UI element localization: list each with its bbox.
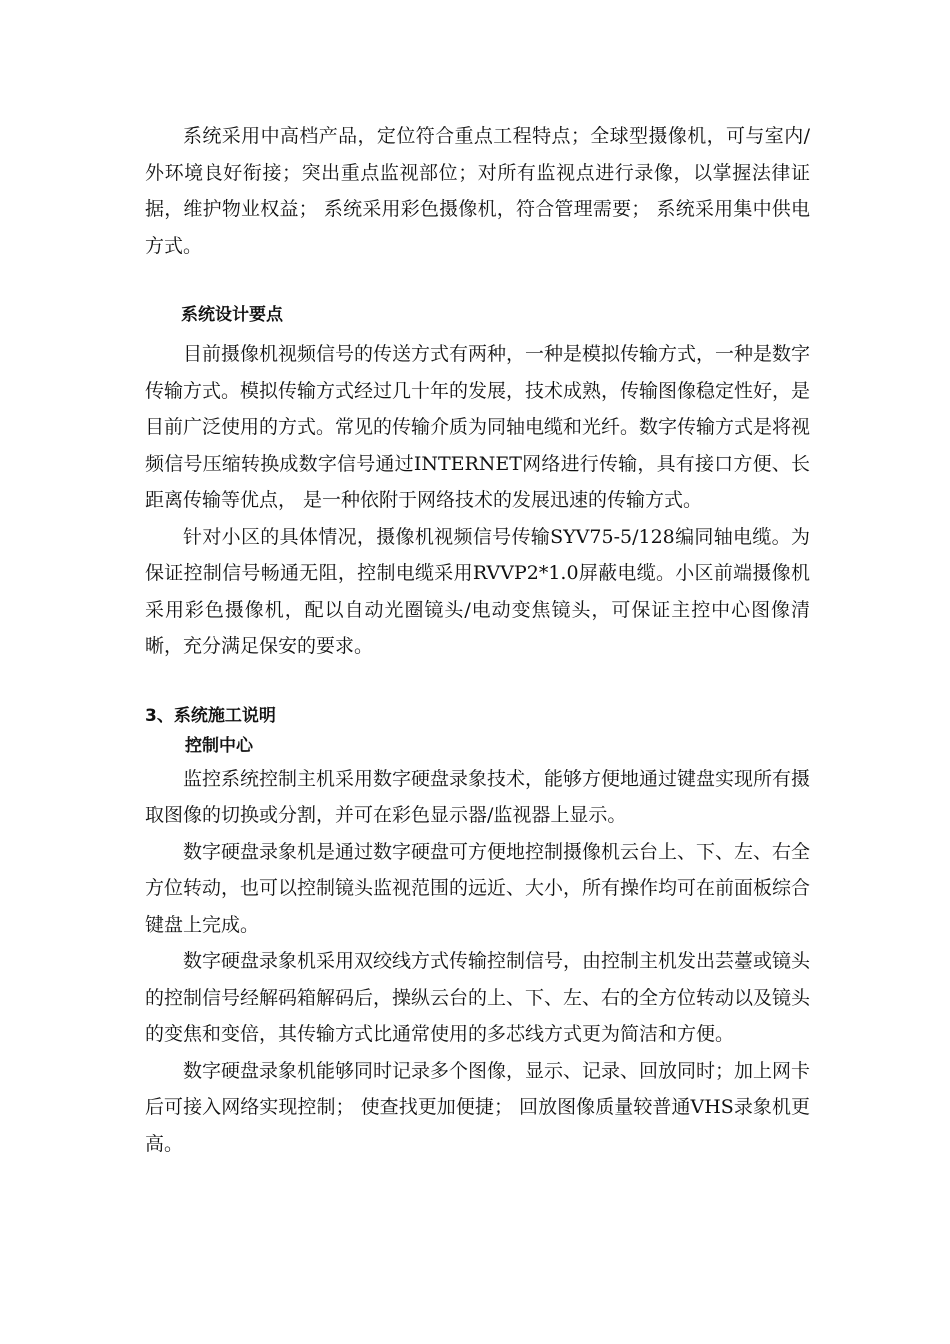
paragraph-control-4: 数字硬盘录象机能够同时记录多个图像，显示、记录、回放同时；加上网卡后可接入网络实现控制； 使查找更加便捷； 回放图像质量较普通VHS录象机更高。	[145, 1059, 811, 1155]
heading-control-center: 控制中心	[185, 735, 253, 756]
spacer	[145, 665, 810, 701]
paragraph-intro: 系统采用中高档产品，定位符合重点工程特点；全球型摄像机，可与室内/外环境良好衔接；突出重点监视部位；对所有监视点进行录像，以掌握法律证据，维护物业权益； 系统采用彩色摄像机，符合管理需要； 系统采用集中供电方式。	[145, 125, 810, 257]
document-body	[145, 118, 810, 1162]
paragraph-control-1: 监控系统控制主机采用数字硬盘录象技术，能够方便地通过键盘实现所有摄取图像的切换或分割，并可在彩色显示器/监视器上显示。	[145, 767, 811, 826]
paragraph-design-1: 目前摄像机视频信号的传送方式有两种，一种是模拟传输方式，一种是数字传输方式。模拟传输方式经过几十年的发展，技术成熟，传输图像稳定性好，是目前广泛使用的方式。常见的传输介质为同轴电缆和光纤。数字传输方式是将视频信号压缩转换成数字信号通过INTERNET网络进行传输，具有接口方便、长距离传输等优点， 是一种依附于网络技术的发展迅速的传输方式。	[145, 343, 811, 511]
paragraph-control-2: 数字硬盘录象机是通过数字硬盘可方便地控制摄像机云台上、下、左、右全方位转动，也可以控制镜头监视范围的远近、大小，所有操作均可在前面板综合键盘上完成。	[145, 840, 811, 936]
spacer	[145, 264, 810, 300]
heading-design-points: 系统设计要点	[181, 305, 283, 325]
paragraph-design-2: 针对小区的具体情况，摄像机视频信号传输SYV75-5/128编同轴电缆。为保证控制信号畅通无阻，控制电缆采用RVVP2*1.0屏蔽电缆。小区前端摄像机采用彩色摄像机，配以自动光圈镜头/电动变焦镜头，可保证主控中心图像清晰，充分满足保安的要求。	[145, 525, 810, 657]
heading-section-3: 3、系统施工说明	[145, 705, 276, 726]
paragraph-control-3: 数字硬盘录象机采用双绞线方式传输控制信号，由控制主机发出芸薹或镜头的控制信号经解码箱解码后，操纵云台的上、下、左、右的全方位转动以及镜头的变焦和变倍，其传输方式比通常使用的多芯线方式更为简洁和方便。	[145, 950, 811, 1045]
